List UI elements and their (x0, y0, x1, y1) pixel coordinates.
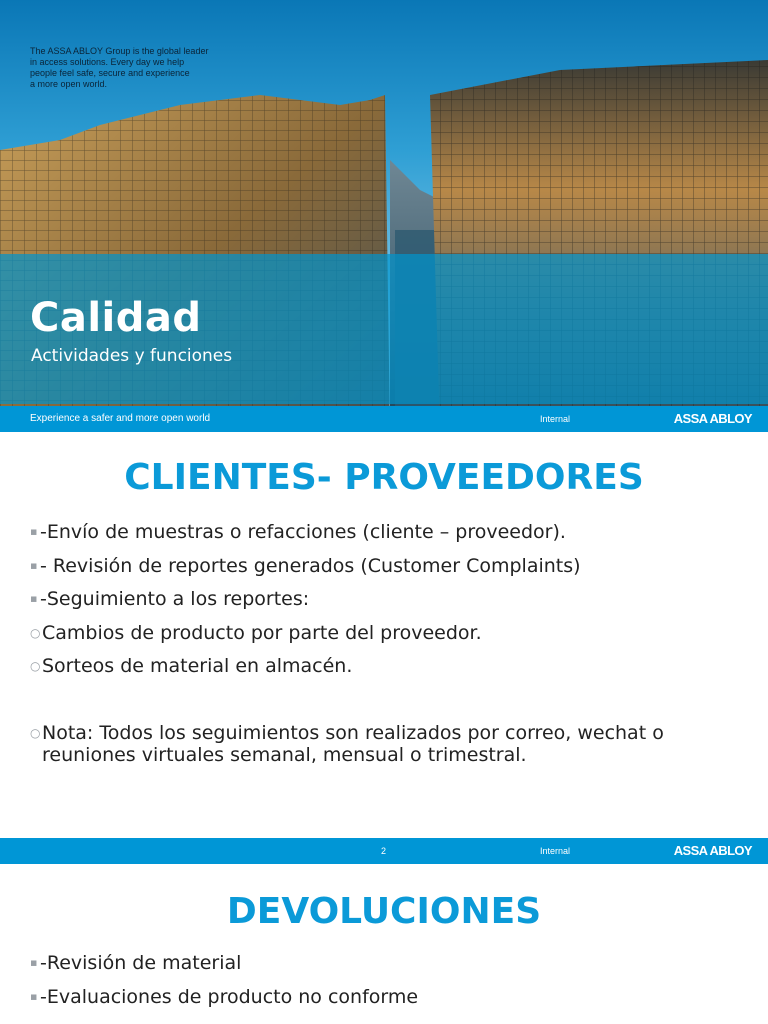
sub-list-item (30, 622, 730, 656)
footer-classification: Internal (540, 846, 571, 856)
cover-slide (0, 0, 768, 432)
circle-bullet-icon: ○ (30, 725, 41, 740)
square-bullet-icon: ▪ (30, 525, 38, 538)
bullet-list (30, 952, 418, 1019)
list-item-text: -Envío de muestras o refacciones (cliente – proveedor). (40, 521, 566, 543)
list-item (30, 521, 730, 555)
list-item-text: Sorteos de material en almacén. (42, 655, 353, 677)
slide-clientes-proveedores (0, 432, 768, 864)
company-tagline: The ASSA ABLOY Group is the global leader in access solutions. Every day we help people feel safe, secure and experience a more open world. (30, 46, 209, 89)
sub-list-item (30, 655, 730, 689)
assa-abloy-logo: ASSA ABLOY (673, 411, 752, 426)
footer-classification: Internal (540, 414, 571, 424)
circle-bullet-icon: ○ (30, 625, 41, 640)
list-item-text: -Seguimiento a los reportes: (40, 588, 310, 610)
square-bullet-icon: ▪ (30, 558, 38, 572)
list-item-text: -Revisión de material (40, 952, 242, 974)
bullet-list (30, 521, 730, 766)
footer-bar (0, 838, 768, 864)
square-bullet-icon: ▪ (30, 956, 38, 969)
footer-slogan: Experience a safer and more open world (30, 413, 211, 424)
slide-devoluciones (0, 864, 768, 1024)
square-bullet-icon: ▪ (30, 592, 38, 605)
note-item (30, 722, 730, 766)
page-number: 2 (381, 846, 387, 856)
list-item (30, 986, 418, 1020)
list-item (30, 952, 418, 986)
list-item-text: - Revisión de reportes generados (Customer Complaints) (40, 554, 581, 577)
note-text: Nota: Todos los seguimientos son realizados por correo, wechat o reuniones virtuales semanal, mensual o trimestral. (42, 721, 664, 766)
square-bullet-icon: ▪ (30, 989, 38, 1003)
list-item (30, 588, 730, 622)
list-item-text: Cambios de producto por parte del proveedor. (42, 621, 482, 644)
footer-bar (0, 406, 768, 432)
list-item (30, 555, 730, 589)
slide-title: CLIENTES- PROVEEDORES (124, 457, 644, 498)
circle-bullet-icon: ○ (30, 659, 41, 673)
cover-subtitle: Actividades y funciones (31, 346, 233, 366)
assa-abloy-logo: ASSA ABLOY (673, 843, 752, 858)
cover-title: Calidad (30, 295, 202, 341)
list-item-text: -Evaluaciones de producto no conforme (40, 985, 419, 1008)
slide-title: DEVOLUCIONES (226, 891, 542, 932)
